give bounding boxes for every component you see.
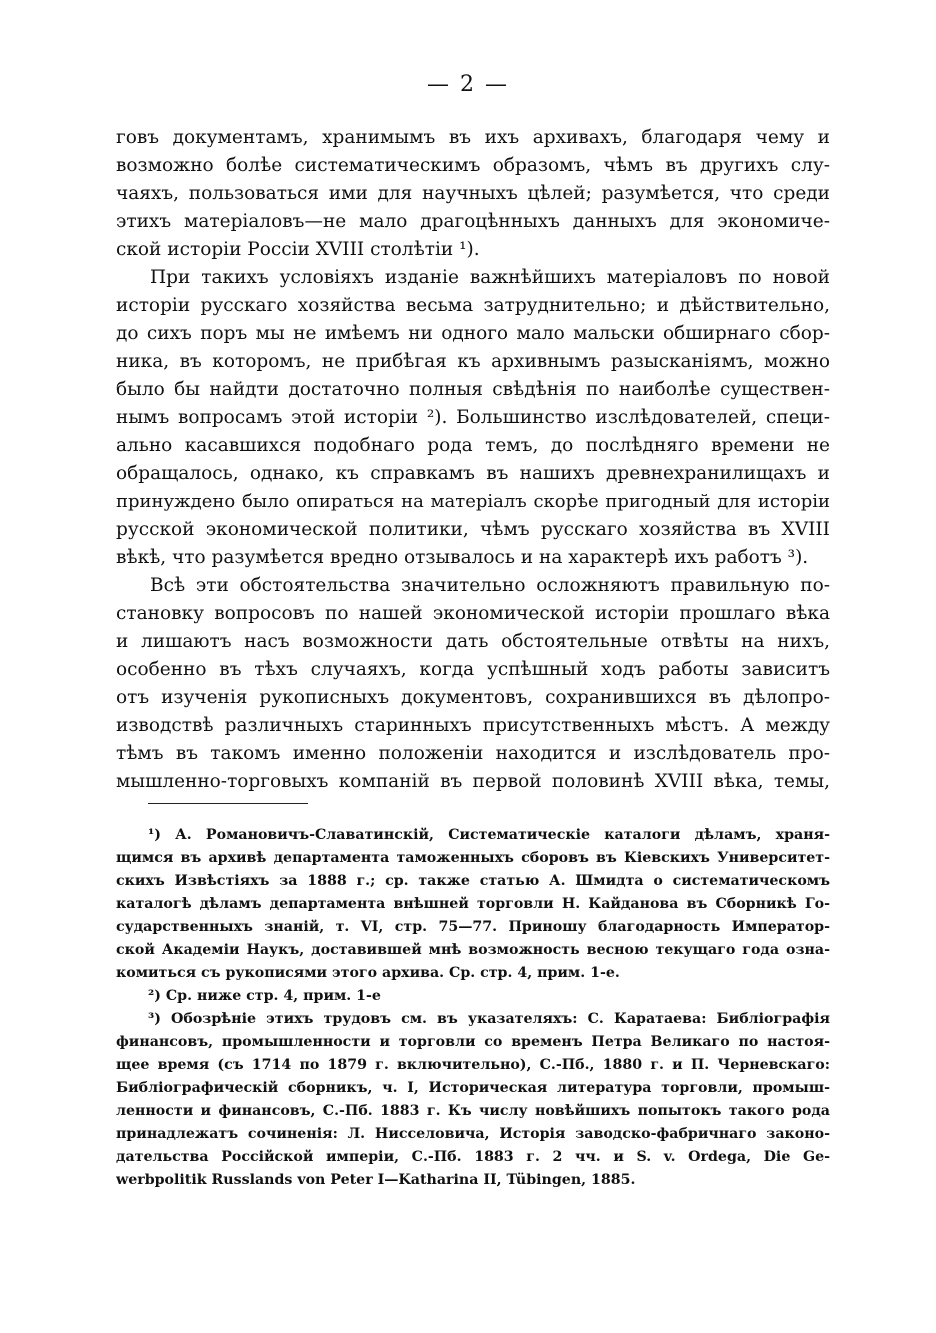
footnote-line: каталогѣ дѣламъ департамента внѣшней торговли Н. Кайданова въ Сборникѣ Го-: [116, 896, 830, 912]
body-line: до сихъ поръ мы не имѣемъ ни одного мало мальски обширнаго сбор-: [116, 323, 830, 344]
body-line: становку вопросовъ по нашей экономической исторіи прошлаго вѣка: [116, 603, 830, 624]
footnote-line: щее время (съ 1714 по 1879 г. включительно), С.-Пб., 1880 г. и П. Черневскаго:: [116, 1057, 830, 1073]
footnote-line: сударственныхъ знаній, т. VI, стр. 75—77. Приношу благодарность Император-: [116, 919, 830, 935]
body-line: русской экономической политики, чѣмъ русскаго хозяйства въ XVIII: [116, 519, 830, 540]
footnote-line: принадлежатъ сочиненія: Л. Нисселовича, Исторія заводско-фабричнаго законо-: [116, 1126, 830, 1142]
body-line: возможно болѣе систематическимъ образомъ, чѣмъ въ другихъ слу-: [116, 155, 830, 176]
body-line: нымъ вопросамъ этой исторіи ²). Большинство изслѣдователей, специ-: [116, 407, 830, 428]
body-line: принуждено было опираться на матеріалъ скорѣе пригодный для исторіи: [116, 491, 830, 512]
body-line: вѣкѣ, что разумѣется вредно отзывалось и на характерѣ ихъ работъ ³).: [116, 547, 809, 568]
body-line: мышленно-торговыхъ компаній въ первой половинѣ XVIII вѣка, темы,: [116, 771, 830, 792]
body-line: и лишаютъ насъ возможности дать обстоятельные отвѣты на нихъ,: [116, 631, 830, 652]
body-line: изводствѣ различныхъ старинныхъ присутственныхъ мѣстъ. А между: [116, 715, 830, 736]
page-number: — 2 —: [427, 72, 509, 97]
body-line: обращалось, однако, къ справкамъ въ нашихъ древнехранилищахъ и: [116, 463, 830, 484]
footnote-line: дательства Россійской имперіи, С.-Пб. 1883 г. 2 чч. и S. v. Ordega, Die Ge-: [116, 1149, 830, 1165]
body-line: Всѣ эти обстоятельства значительно осложняютъ правильную по-: [150, 575, 830, 596]
footnote-line: ской Академіи Наукъ, доставившей мнѣ возможность весною текущаго года озна-: [116, 942, 830, 958]
footnote-line: Библіографическій сборникъ, ч. I, Историческая литература торговли, промыш-: [116, 1080, 830, 1096]
body-line: ально касавшихся подобнаго рода темъ, до послѣдняго времени не: [116, 435, 830, 456]
body-line: чаяхъ, пользоваться ими для научныхъ цѣлей; разумѣется, что среди: [116, 183, 830, 204]
body-line: исторіи русскаго хозяйства весьма затруднительно; и дѣйствительно,: [116, 295, 830, 316]
footnote-line: ¹) А. Романовичъ-Славатинскій, Систематическіе каталоги дѣламъ, храня-: [148, 827, 830, 843]
body-line: ника, въ которомъ, не прибѣгая къ архивнымъ разысканіямъ, можно: [116, 351, 830, 372]
footnote-line: ²) Ср. ниже стр. 4, прим. 1-е: [148, 988, 381, 1004]
footnote-divider: [148, 803, 308, 804]
body-line: было бы найдти достаточно полныя свѣдѣнія по наиболѣе существен-: [116, 379, 830, 400]
footnote-line: werbpolitik Russlands von Peter I—Katharina II, Tübingen, 1885.: [116, 1172, 636, 1188]
body-line: ской исторіи Россіи XVIII столѣтіи ¹).: [116, 239, 480, 260]
body-line: отъ изученія рукописныхъ документовъ, сохранившихся въ дѣлопро-: [116, 687, 830, 708]
footnote-line: ленности и финансовъ, С.-Пб. 1883 г. Къ числу новѣйшихъ попытокъ такого рода: [116, 1103, 830, 1119]
footnote-line: финансовъ, промышленности и торговли со временъ Петра Великаго по настоя-: [116, 1034, 830, 1050]
footnote-line: щимся въ архивѣ департамента таможенныхъ сборовъ въ Кіевскихъ Университет-: [116, 850, 830, 866]
body-line: говъ документамъ, хранимымъ въ ихъ архивахъ, благодаря чему и: [116, 127, 830, 148]
body-line: этихъ матеріаловъ—не мало драгоцѣнныхъ данныхъ для экономиче-: [116, 211, 830, 232]
footnote-line: комиться съ рукописями этого архива. Ср. стр. 4, прим. 1-е.: [116, 965, 620, 981]
footnote-line: скихъ Извѣстіяхъ за 1888 г.; ср. также статью А. Шмидта о систематическомъ: [116, 873, 830, 889]
body-line: особенно въ тѣхъ случаяхъ, когда успѣшный ходъ работы зависитъ: [116, 659, 830, 680]
footnote-line: ³) Обозрѣніе этихъ трудовъ см. въ указателяхъ: С. Каратаева: Библіографія: [148, 1011, 830, 1027]
body-line: тѣмъ въ такомъ именно положеніи находится и изслѣдователь про-: [116, 743, 830, 764]
body-line: При такихъ условіяхъ изданіе важнѣйшихъ матеріаловъ по новой: [150, 267, 830, 288]
